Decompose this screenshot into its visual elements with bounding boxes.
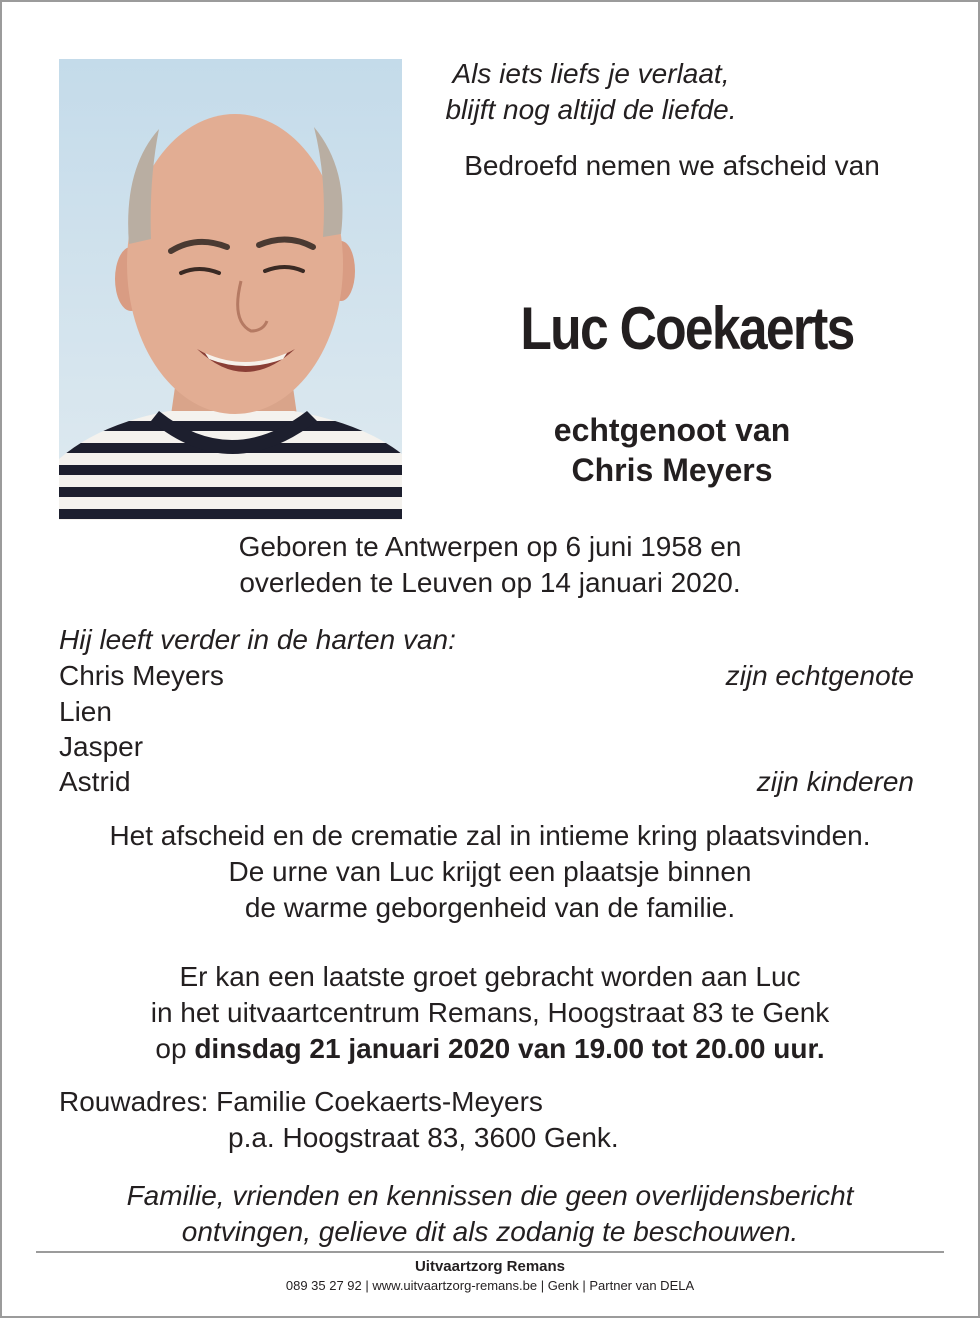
funeral-home-name: Uitvaartzorg Remans (414, 1258, 566, 1275)
mourner-name: Chris Meyers (59, 660, 224, 691)
deceased-name: Luc Coekaerts (520, 295, 854, 362)
footer-divider (36, 1251, 944, 1253)
ceremony-line-1: Het afscheid en de crematie zal in intieme kring plaatsvinden. (109, 820, 871, 851)
spouse-name: Chris Meyers (571, 452, 773, 488)
mourner-name: Lien (59, 696, 112, 727)
farewell-line-2: in het uitvaartcentrum Remans, Hoogstraat 83 te Genk (150, 997, 830, 1028)
closing-line-1: Familie, vrienden en kennissen die geen overlijdensbericht (126, 1180, 854, 1211)
farewell-line-1: Er kan een laatste groet gebracht worden aan Luc (179, 961, 801, 992)
relation-children: zijn kinderen (756, 766, 914, 797)
quote-line-1: Als iets liefs je verlaat, (452, 58, 730, 89)
mourner-name: Astrid (59, 766, 131, 797)
farewell-line-3 (2, 1031, 978, 1067)
farewell-prefix: op (155, 1033, 195, 1064)
spouse-block (422, 410, 922, 490)
ceremony-text (2, 818, 978, 926)
relation-spouse: zijn echtgenote (725, 660, 914, 691)
portrait-illustration (59, 59, 402, 520)
farewell-date-time: dinsdag 21 januari 2020 van 19.00 tot 20.00 uur. (194, 1033, 825, 1064)
ceremony-line-2: De urne van Luc krijgt een plaatsje binnen (228, 856, 752, 887)
mourners-heading: Hij leeft verder in de harten van: (59, 624, 456, 655)
death-line: overleden te Leuven op 14 januari 2020. (239, 567, 741, 598)
closing-note (2, 1178, 978, 1250)
intro-text: Bedroefd nemen we afscheid van (464, 150, 880, 181)
mourning-address-label: Rouwadres: Familie Coekaerts-Meyers (59, 1086, 543, 1117)
mourning-address-street: p.a. Hoogstraat 83, 3600 Genk. (228, 1122, 619, 1153)
mourner-name: Jasper (59, 731, 144, 762)
portrait-photo (59, 59, 402, 520)
quote (406, 56, 776, 128)
funeral-home-contact: 089 35 27 92 | www.uitvaartzorg-remans.be | Genk | Partner van DELA (285, 1278, 695, 1293)
spouse-label: echtgenoot van (553, 412, 791, 448)
birth-death-dates (2, 529, 978, 601)
quote-line-2: blijft nog altijd de liefde. (445, 94, 737, 125)
birth-line: Geboren te Antwerpen op 6 juni 1958 en (238, 531, 742, 562)
farewell-text (2, 959, 978, 1067)
closing-line-2: ontvingen, gelieve dit als zodanig te beschouwen. (181, 1216, 799, 1247)
ceremony-line-3: de warme geborgenheid van de familie. (244, 892, 736, 923)
